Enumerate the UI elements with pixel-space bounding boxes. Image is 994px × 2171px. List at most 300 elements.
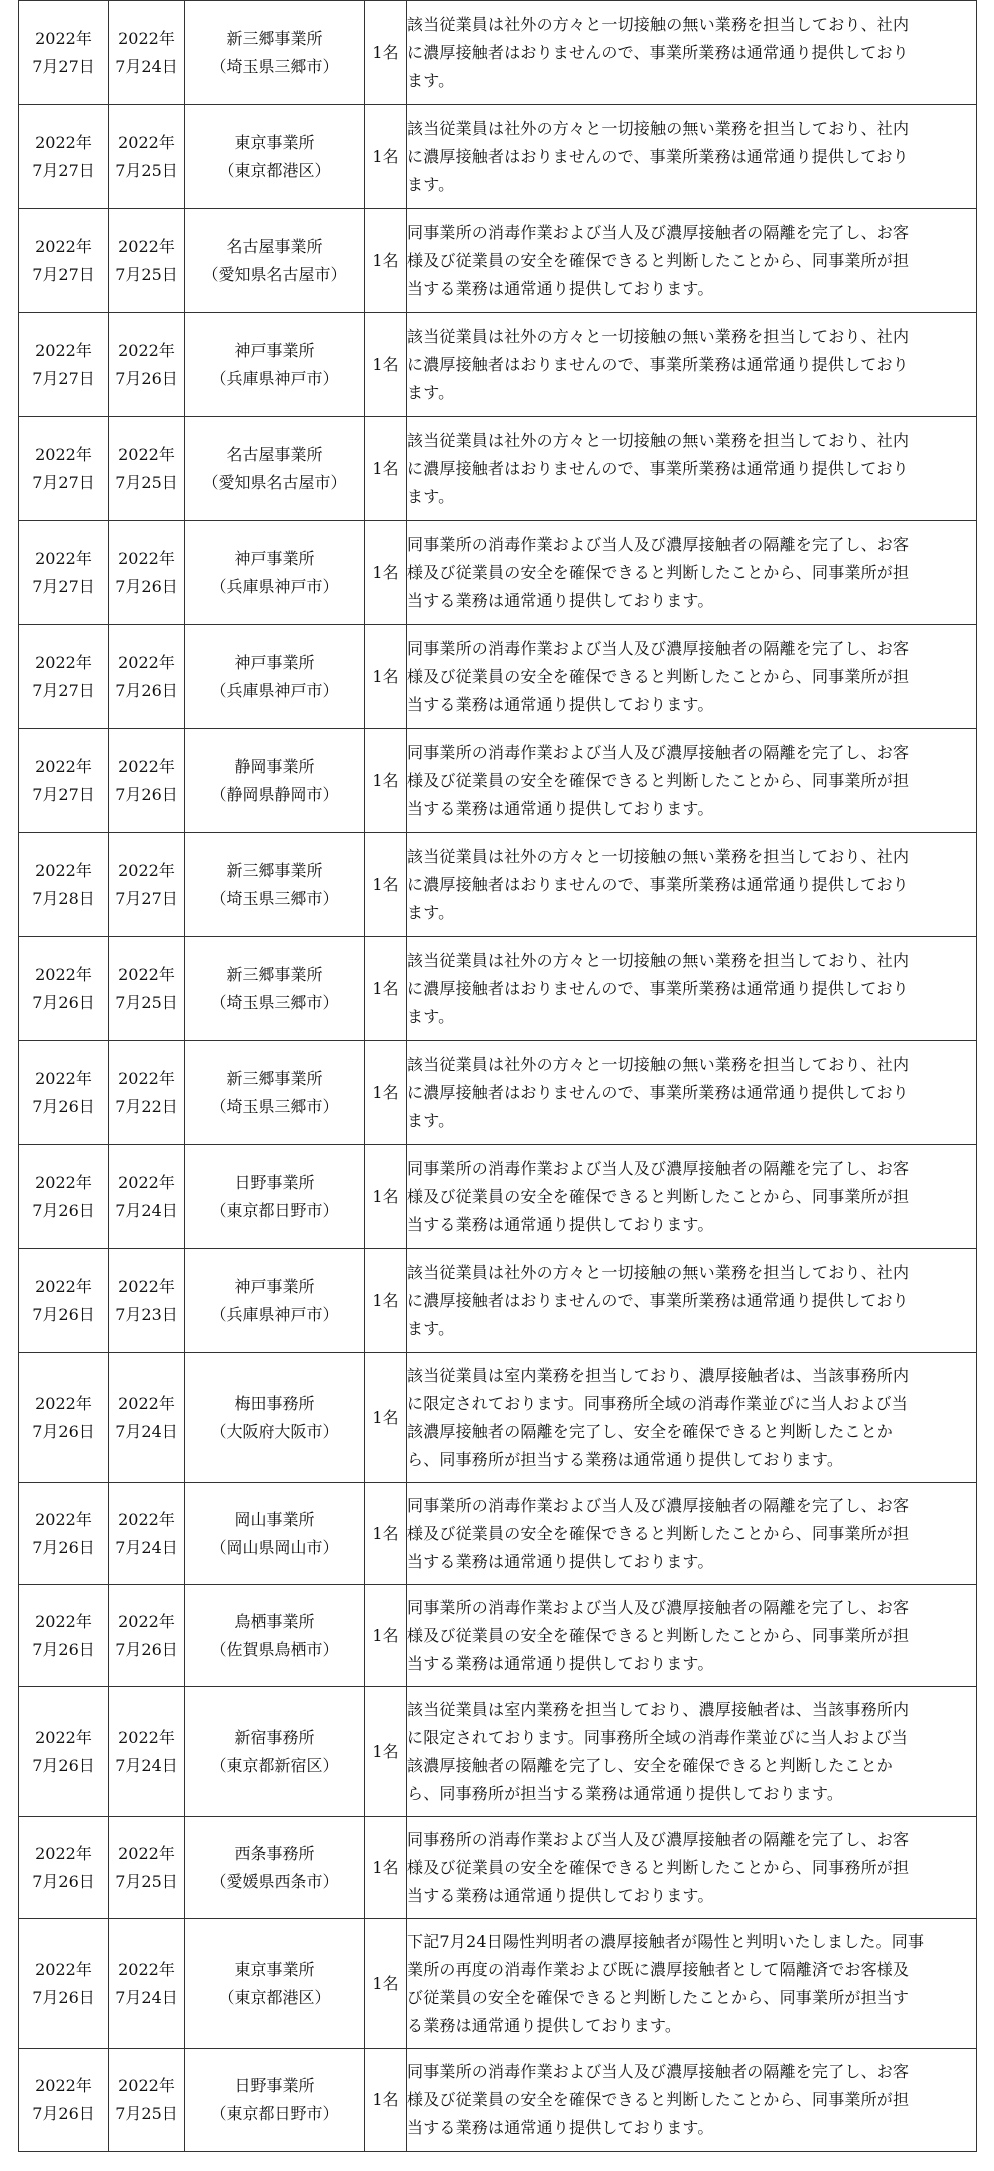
publication-date-line: 7月26日 [32, 1871, 95, 1891]
count-cell [365, 417, 407, 521]
description-cell [407, 105, 977, 209]
office-line: （兵庫県神戸市） [210, 680, 339, 700]
publication-date-cell [19, 1687, 109, 1817]
positive-date-line: 2022年 [118, 236, 175, 256]
positive-date-line: 2022年 [118, 1727, 175, 1747]
positive-date-line: 2022年 [118, 1959, 175, 1979]
description-cell [407, 417, 977, 521]
description-line: 同事業所の消毒作業および当人及び濃厚接触者の隔離を完了し、お客 [407, 1158, 910, 1178]
description-line: 該当従業員は室内業務を担当しており、濃厚接触者は、当該事務所内 [407, 1699, 910, 1719]
office-cell [185, 625, 365, 729]
description-line: 様及び従業員の安全を確保できると判断したことから、同事業所が担 [407, 562, 910, 582]
table-row [19, 1353, 977, 1483]
office-line: （埼玉県三郷市） [210, 56, 339, 76]
count-value: 1名 [372, 2090, 399, 2109]
positive-date-line: 7月26日 [115, 680, 178, 700]
table-row [19, 1585, 977, 1687]
publication-date-line: 7月26日 [32, 1096, 95, 1116]
office-line: （兵庫県神戸市） [210, 576, 339, 596]
count-cell [365, 105, 407, 209]
publication-date-cell [19, 625, 109, 729]
publication-date-cell [19, 1919, 109, 2049]
description-line: び従業員の安全を確保できると判断したことから、同事業所が担当す [407, 1987, 910, 2007]
publication-date-line: 7月28日 [32, 888, 95, 908]
publication-date-line: 2022年 [35, 340, 92, 360]
positive-date-cell [109, 1585, 185, 1687]
publication-date-line: 2022年 [35, 652, 92, 672]
office-line: 鳥栖事業所 [234, 1611, 315, 1631]
description-line: 該当従業員は社外の方々と一切接触の無い業務を担当しており、社内 [407, 326, 910, 346]
table-row [19, 937, 977, 1041]
count-value: 1名 [372, 874, 399, 894]
office-cell [185, 313, 365, 417]
count-value: 1名 [372, 458, 399, 478]
office-line: （兵庫県神戸市） [210, 368, 339, 388]
office-line: （大阪府大阪市） [210, 1421, 339, 1441]
description-line: 当する業務は通常通り提供しております。 [407, 1653, 714, 1673]
table-row [19, 209, 977, 313]
publication-date-line: 2022年 [35, 132, 92, 152]
positive-date-line: 7月25日 [115, 2104, 178, 2123]
positive-date-line: 7月25日 [115, 1871, 178, 1891]
positive-date-cell [109, 1817, 185, 1919]
count-value: 1名 [372, 1625, 399, 1645]
count-cell [365, 1483, 407, 1585]
description-line: 同事業所の消毒作業および当人及び濃厚接触者の隔離を完了し、お客 [407, 1495, 910, 1515]
positive-date-line: 2022年 [118, 1068, 175, 1088]
office-cell [185, 1353, 365, 1483]
description-line: に限定されております。同事務所全域の消毒作業並びに当人および当 [407, 1393, 908, 1413]
office-line: 東京事業所 [234, 1959, 315, 1979]
publication-date-line: 7月27日 [32, 576, 95, 596]
positive-date-line: 2022年 [118, 28, 175, 48]
publication-date-line: 7月26日 [32, 2104, 95, 2123]
positive-date-line: 7月24日 [115, 1200, 178, 1220]
publication-date-line: 7月27日 [32, 680, 95, 700]
table-row [19, 1145, 977, 1249]
office-line: 新三郷事業所 [226, 860, 323, 880]
description-cell [407, 729, 977, 833]
positive-date-line: 2022年 [118, 1843, 175, 1863]
description-line: に濃厚接触者はおりませんので、事業所業務は通常通り提供しており [407, 978, 909, 998]
description-cell [407, 625, 977, 729]
table-row [19, 1483, 977, 1585]
office-cell [185, 1483, 365, 1585]
count-cell [365, 521, 407, 625]
positive-date-line: 2022年 [118, 1393, 175, 1413]
description-cell [407, 313, 977, 417]
description-line: ます。 [407, 174, 455, 194]
description-line: ます。 [407, 486, 455, 506]
office-cell [185, 1585, 365, 1687]
count-value: 1名 [372, 1857, 399, 1877]
positive-date-line: 7月26日 [115, 576, 178, 596]
description-line: 様及び従業員の安全を確保できると判断したことから、同事業所が担 [407, 1186, 910, 1206]
publication-date-cell [19, 1249, 109, 1353]
office-line: 新三郷事業所 [226, 1068, 323, 1088]
publication-date-cell [19, 833, 109, 937]
office-line: 新三郷事業所 [226, 964, 323, 984]
office-line: 西条事務所 [234, 1843, 315, 1863]
office-cell [185, 1687, 365, 1817]
publication-date-line: 2022年 [35, 1509, 92, 1529]
office-cell [185, 729, 365, 833]
count-cell [365, 729, 407, 833]
positive-date-line: 7月26日 [115, 784, 178, 804]
description-line: 様及び従業員の安全を確保できると判断したことから、同事業所が担 [407, 666, 910, 686]
office-line: 梅田事務所 [234, 1393, 315, 1413]
description-line: 該当従業員は社外の方々と一切接触の無い業務を担当しており、社内 [407, 430, 910, 450]
description-line: 下記7月24日陽性判明者の濃厚接触者が陽性と判明いたしました。同事 [407, 1931, 925, 1951]
count-cell [365, 2049, 407, 2152]
positive-date-line: 7月24日 [115, 1987, 178, 2007]
positive-date-line: 7月24日 [115, 1755, 178, 1775]
description-cell [407, 2049, 977, 2152]
table-row [19, 1249, 977, 1353]
office-line: 神戸事業所 [234, 340, 315, 360]
count-cell [365, 209, 407, 313]
publication-date-cell [19, 1817, 109, 1919]
publication-date-cell [19, 313, 109, 417]
positive-date-cell [109, 1483, 185, 1585]
publication-date-cell [19, 521, 109, 625]
publication-date-line: 7月27日 [32, 56, 95, 76]
publication-date-line: 7月26日 [32, 1421, 95, 1441]
description-cell [407, 1145, 977, 1249]
description-line: 様及び従業員の安全を確保できると判断したことから、同事業所が担 [407, 1625, 910, 1645]
table-row [19, 417, 977, 521]
description-line: に濃厚接触者はおりませんので、事業所業務は通常通り提供しており [407, 458, 909, 478]
office-line: 東京事業所 [234, 132, 315, 152]
description-cell [407, 1919, 977, 2049]
publication-date-cell [19, 1145, 109, 1249]
description-line: ます。 [407, 382, 455, 402]
positive-date-line: 2022年 [118, 1509, 175, 1529]
positive-date-cell [109, 1, 185, 105]
publication-date-line: 2022年 [35, 1959, 92, 1979]
table-row [19, 105, 977, 209]
publication-date-cell [19, 1585, 109, 1687]
office-line: （愛知県名古屋市） [202, 264, 347, 284]
description-line: る業務は通常通り提供しております。 [407, 2015, 682, 2035]
description-line: 当する業務は通常通り提供しております。 [407, 1214, 714, 1234]
publication-date-cell [19, 729, 109, 833]
positive-date-cell [109, 937, 185, 1041]
office-cell [185, 1041, 365, 1145]
office-line: 神戸事業所 [234, 1276, 315, 1296]
office-cell [185, 417, 365, 521]
description-cell [407, 1483, 977, 1585]
description-line: に限定されております。同事務所全域の消毒作業並びに当人および当 [407, 1727, 908, 1747]
positive-date-line: 2022年 [118, 132, 175, 152]
description-line: ます。 [407, 902, 455, 922]
publication-date-line: 2022年 [35, 1727, 92, 1747]
positive-date-line: 2022年 [118, 444, 175, 464]
positive-date-cell [109, 625, 185, 729]
count-value: 1名 [372, 250, 399, 270]
description-line: ます。 [407, 1006, 455, 1026]
publication-date-line: 7月27日 [32, 160, 95, 180]
office-cell [185, 1, 365, 105]
publication-date-line: 2022年 [35, 548, 92, 568]
description-line: に濃厚接触者はおりませんので、事業所業務は通常通り提供しており [407, 146, 909, 166]
publication-date-line: 2022年 [35, 1172, 92, 1192]
publication-date-line: 7月26日 [32, 1537, 95, 1557]
office-line: 神戸事業所 [234, 652, 315, 672]
office-line: （埼玉県三郷市） [210, 992, 339, 1012]
positive-date-cell [109, 1249, 185, 1353]
publication-date-line: 7月26日 [32, 1200, 95, 1220]
office-line: 日野事業所 [234, 1172, 315, 1192]
positive-date-line: 2022年 [118, 1611, 175, 1631]
publication-date-line: 2022年 [35, 1843, 92, 1863]
description-line: 該当従業員は社外の方々と一切接触の無い業務を担当しており、社内 [407, 950, 910, 970]
description-line: 当する業務は通常通り提供しております。 [407, 694, 714, 714]
description-cell [407, 1687, 977, 1817]
description-cell [407, 1353, 977, 1483]
positive-date-cell [109, 105, 185, 209]
description-line: 同事業所の消毒作業および当人及び濃厚接触者の隔離を完了し、お客 [407, 742, 910, 762]
publication-date-line: 2022年 [35, 1611, 92, 1631]
description-line: 業所の再度の消毒作業および既に濃厚接触者として隔離済でお客様及 [407, 1959, 910, 1979]
publication-date-line: 2022年 [35, 1068, 92, 1088]
count-value: 1名 [372, 666, 399, 686]
office-cell [185, 937, 365, 1041]
positive-date-cell [109, 729, 185, 833]
publication-date-cell [19, 105, 109, 209]
positive-date-line: 2022年 [118, 340, 175, 360]
office-cell [185, 2049, 365, 2152]
positive-date-line: 7月24日 [115, 56, 178, 76]
office-line: （東京都日野市） [210, 2104, 339, 2123]
office-cell [185, 1249, 365, 1353]
description-cell [407, 209, 977, 313]
publication-date-cell [19, 1353, 109, 1483]
table-row [19, 1, 977, 105]
office-line: （静岡県静岡市） [210, 784, 339, 804]
office-cell [185, 521, 365, 625]
publication-date-cell [19, 1483, 109, 1585]
description-line: 該当従業員は社外の方々と一切接触の無い業務を担当しており、社内 [407, 1262, 910, 1282]
description-line: 同事業所の消毒作業および当人及び濃厚接触者の隔離を完了し、お客 [407, 638, 910, 658]
description-cell [407, 1249, 977, 1353]
count-cell [365, 1687, 407, 1817]
positive-date-line: 7月25日 [115, 472, 178, 492]
description-cell [407, 1041, 977, 1145]
office-line: （愛知県名古屋市） [202, 472, 347, 492]
publication-date-line: 7月26日 [32, 1639, 95, 1659]
office-line: （東京都新宿区） [210, 1755, 339, 1775]
description-line: 様及び従業員の安全を確保できると判断したことから、同事業所が担 [407, 2090, 910, 2109]
description-line: 該当従業員は社外の方々と一切接触の無い業務を担当しており、社内 [407, 1054, 910, 1074]
positive-date-cell [109, 1145, 185, 1249]
office-cell [185, 209, 365, 313]
office-line: 名古屋事業所 [226, 444, 323, 464]
description-line: ます。 [407, 1110, 455, 1130]
table-row [19, 2049, 977, 2152]
count-cell [365, 625, 407, 729]
publication-date-line: 2022年 [35, 756, 92, 776]
office-line: 静岡事業所 [234, 756, 315, 776]
description-cell [407, 1585, 977, 1687]
count-value: 1名 [372, 1741, 399, 1761]
count-value: 1名 [372, 146, 399, 166]
description-line: に濃厚接触者はおりませんので、事業所業務は通常通り提供しており [407, 874, 909, 894]
description-line: ます。 [407, 70, 455, 90]
description-line: 様及び従業員の安全を確保できると判断したことから、同事業所が担 [407, 1523, 910, 1543]
description-cell [407, 937, 977, 1041]
positive-date-cell [109, 521, 185, 625]
table-row [19, 833, 977, 937]
description-line: 該当従業員は室内業務を担当しており、濃厚接触者は、当該事務所内 [407, 1365, 910, 1385]
description-line: 同事業所の消毒作業および当人及び濃厚接触者の隔離を完了し、お客 [407, 222, 910, 242]
publication-date-cell [19, 417, 109, 521]
publication-date-line: 2022年 [35, 444, 92, 464]
count-value: 1名 [372, 1973, 399, 1993]
description-line: 該濃厚接触者の隔離を完了し、安全を確保できると判断したことか [407, 1421, 894, 1441]
publication-date-line: 7月27日 [32, 368, 95, 388]
description-line: 当する業務は通常通り提供しております。 [407, 590, 714, 610]
publication-date-line: 7月27日 [32, 264, 95, 284]
office-line: 新宿事務所 [234, 1727, 315, 1747]
description-line: 該当従業員は社外の方々と一切接触の無い業務を担当しており、社内 [407, 14, 910, 34]
table-row [19, 1687, 977, 1817]
description-line: 該当従業員は社外の方々と一切接触の無い業務を担当しており、社内 [407, 846, 910, 866]
office-cell [185, 833, 365, 937]
positive-date-line: 7月24日 [115, 1537, 178, 1557]
count-value: 1名 [372, 978, 399, 998]
description-line: 同事業所の消毒作業および当人及び濃厚接触者の隔離を完了し、お客 [407, 534, 910, 554]
publication-date-line: 2022年 [35, 964, 92, 984]
count-cell [365, 1919, 407, 2049]
office-cell [185, 1817, 365, 1919]
count-cell [365, 1585, 407, 1687]
office-line: （埼玉県三郷市） [210, 1096, 339, 1116]
description-line: ら、同事務所が担当する業務は通常通り提供しております。 [407, 1449, 844, 1469]
positive-date-line: 7月26日 [115, 1639, 178, 1659]
positive-date-line: 7月25日 [115, 160, 178, 180]
table-row [19, 1041, 977, 1145]
publication-date-line: 7月26日 [32, 1755, 95, 1775]
description-line: 当する業務は通常通り提供しております。 [407, 2118, 714, 2137]
publication-date-cell [19, 209, 109, 313]
table-row [19, 1817, 977, 1919]
count-cell [365, 1041, 407, 1145]
publication-date-line: 2022年 [35, 28, 92, 48]
positive-date-cell [109, 2049, 185, 2152]
description-line: 様及び従業員の安全を確保できると判断したことから、同事業所が担 [407, 250, 910, 270]
description-line: に濃厚接触者はおりませんので、事業所業務は通常通り提供しており [407, 354, 909, 374]
description-line: 当する業務は通常通り提供しております。 [407, 1551, 714, 1571]
table-row [19, 625, 977, 729]
positive-date-line: 7月25日 [115, 264, 178, 284]
positive-date-cell [109, 1919, 185, 2049]
count-value: 1名 [372, 1186, 399, 1206]
office-line: 日野事業所 [234, 2076, 315, 2095]
count-cell [365, 833, 407, 937]
publication-date-line: 2022年 [35, 860, 92, 880]
publication-date-line: 7月27日 [32, 784, 95, 804]
table-row [19, 729, 977, 833]
positive-date-line: 7月22日 [115, 1096, 178, 1116]
description-line: 同事業所の消毒作業および当人及び濃厚接触者の隔離を完了し、お客 [407, 1597, 910, 1617]
count-cell [365, 1817, 407, 1919]
description-line: に濃厚接触者はおりませんので、事業所業務は通常通り提供しており [407, 1290, 909, 1310]
positive-date-line: 7月26日 [115, 368, 178, 388]
positive-date-cell [109, 313, 185, 417]
office-line: 名古屋事業所 [226, 236, 323, 256]
positive-date-line: 2022年 [118, 964, 175, 984]
office-line: （愛媛県西条市） [210, 1871, 339, 1891]
count-cell [365, 313, 407, 417]
office-line: （東京都港区） [218, 1987, 331, 2007]
office-line: （佐賀県鳥栖市） [210, 1639, 339, 1659]
table-body [19, 1, 977, 2152]
count-value: 1名 [372, 42, 399, 62]
count-value: 1名 [372, 562, 399, 582]
publication-date-line: 7月26日 [32, 1304, 95, 1324]
description-line: 該当従業員は社外の方々と一切接触の無い業務を担当しており、社内 [407, 118, 910, 138]
description-line: 該濃厚接触者の隔離を完了し、安全を確保できると判断したことか [407, 1755, 894, 1775]
positive-date-cell [109, 209, 185, 313]
count-cell [365, 1353, 407, 1483]
office-cell [185, 1145, 365, 1249]
positive-date-line: 7月25日 [115, 992, 178, 1012]
description-cell [407, 1, 977, 105]
positive-date-line: 2022年 [118, 1172, 175, 1192]
description-cell [407, 521, 977, 625]
office-line: 神戸事業所 [234, 548, 315, 568]
publication-date-line: 7月26日 [32, 992, 95, 1012]
description-line: に濃厚接触者はおりませんので、事業所業務は通常通り提供しており [407, 42, 909, 62]
publication-date-line: 2022年 [35, 2076, 92, 2095]
count-value: 1名 [372, 354, 399, 374]
count-value: 1名 [372, 1082, 399, 1102]
description-line: 様及び従業員の安全を確保できると判断したことから、同事務所が担 [407, 1857, 910, 1877]
table-row [19, 1919, 977, 2049]
description-line: 様及び従業員の安全を確保できると判断したことから、同事業所が担 [407, 770, 910, 790]
description-cell [407, 833, 977, 937]
positive-date-cell [109, 1687, 185, 1817]
positive-date-line: 2022年 [118, 1276, 175, 1296]
positive-date-line: 2022年 [118, 652, 175, 672]
description-line: 同事業所の消毒作業および当人及び濃厚接触者の隔離を完了し、お客 [407, 2062, 910, 2081]
description-line: 当する業務は通常通り提供しております。 [407, 798, 714, 818]
office-line: （東京都日野市） [210, 1200, 339, 1220]
description-line: 当する業務は通常通り提供しております。 [407, 278, 714, 298]
publication-date-cell [19, 1, 109, 105]
count-value: 1名 [372, 1407, 399, 1427]
office-cell [185, 1919, 365, 2049]
publication-date-cell [19, 2049, 109, 2152]
description-cell [407, 1817, 977, 1919]
office-line: 岡山事業所 [234, 1509, 315, 1529]
publication-date-cell [19, 937, 109, 1041]
count-value: 1名 [372, 1290, 399, 1310]
positive-date-line: 7月27日 [115, 888, 178, 908]
publication-date-line: 2022年 [35, 236, 92, 256]
office-cell [185, 105, 365, 209]
positive-date-line: 2022年 [118, 2076, 175, 2095]
office-line: （埼玉県三郷市） [210, 888, 339, 908]
table-row [19, 521, 977, 625]
office-line: （岡山県岡山市） [210, 1537, 339, 1557]
description-line: に濃厚接触者はおりませんので、事業所業務は通常通り提供しており [407, 1082, 909, 1102]
description-line: ます。 [407, 1318, 455, 1338]
description-line: 当する業務は通常通り提供しております。 [407, 1885, 714, 1905]
count-cell [365, 937, 407, 1041]
positive-date-line: 2022年 [118, 548, 175, 568]
